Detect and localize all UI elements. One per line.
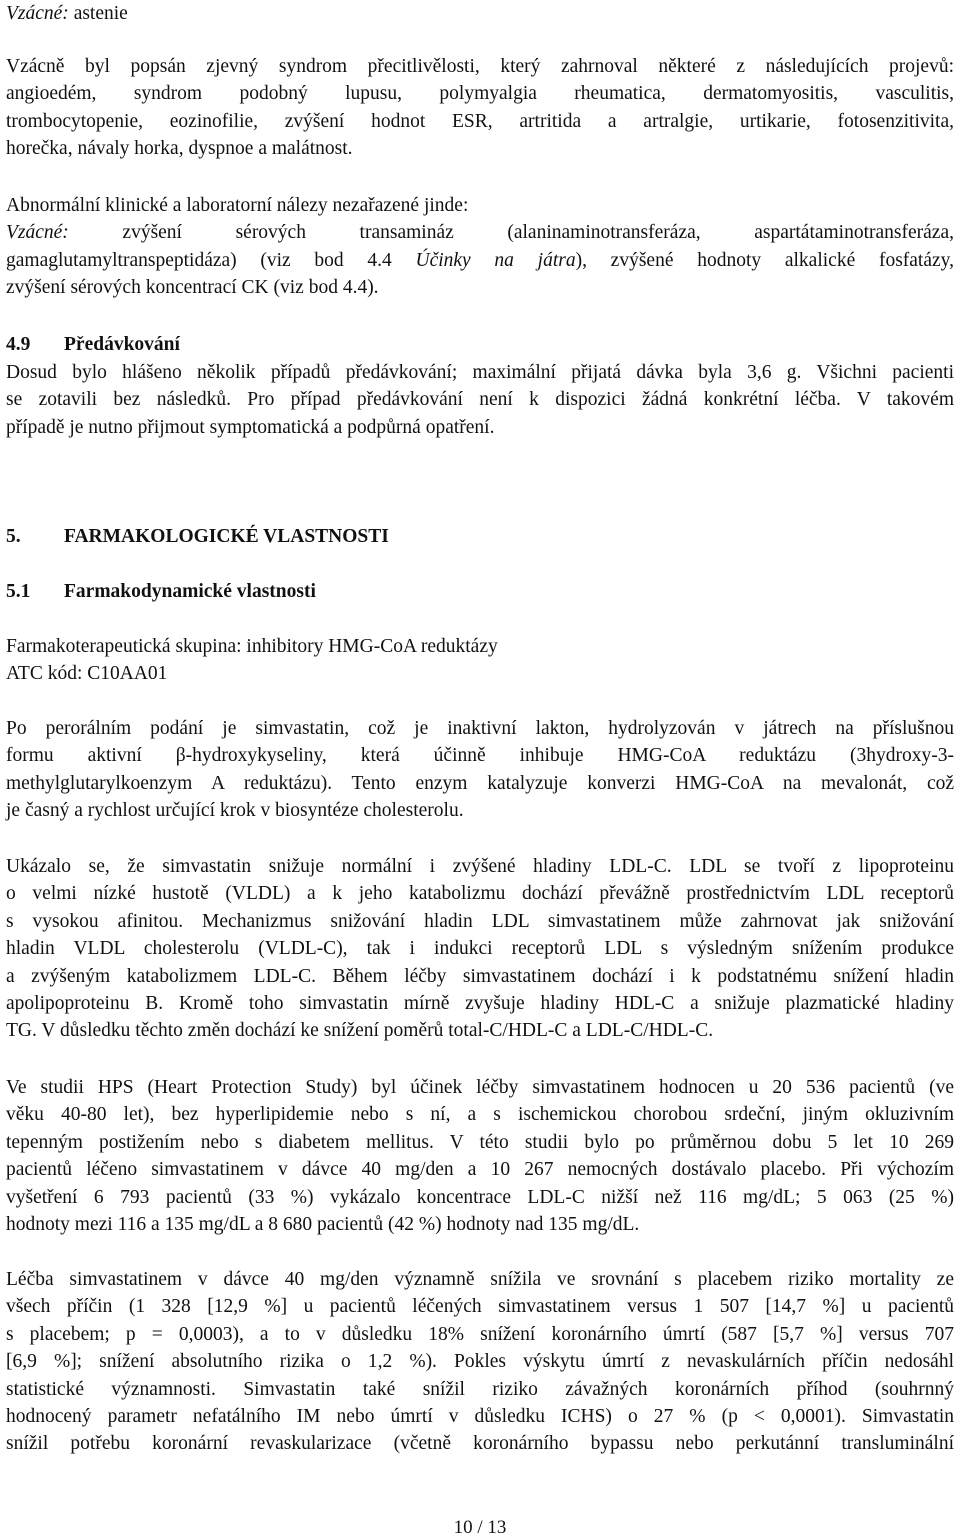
ldl-paragraph: [6, 853, 954, 1045]
overdose-paragraph: [6, 359, 954, 441]
rare-label: Vzácné:: [6, 222, 69, 244]
paragraph-line: statistické významnosti. Simvastatin také snížil riziko závažných koronárních příhod (souhrnný: [6, 1378, 954, 1400]
section-number: 4.9: [6, 334, 31, 355]
section-4-9-heading: [6, 331, 954, 358]
section-number: 5.1: [6, 581, 31, 602]
paragraph-line: všech příčin (1 328 [12,9 %] u pacientů léčených simvastatinem versus 1 507 [14,7 %] u pacientů: [6, 1296, 954, 1318]
paragraph-line: s placebem; p = 0,0003), a to v důsledku 18% snížení koronárního úmrtí (587 [5,7 %] versus 707: [6, 1323, 954, 1345]
pharmacotherapeutic-group: Farmakoterapeutická skupina: inhibitory HMG-CoA reduktázy: [6, 636, 498, 657]
paragraph-line: TG. V důsledku těchto změn dochází ke snížení poměrů total-C/HDL-C a LDL-C/HDL-C.: [6, 1020, 714, 1042]
section-title: Předávkování: [64, 334, 180, 355]
paragraph-line: je časný a rychlost určující krok v biosyntéze cholesterolu.: [6, 800, 464, 822]
paragraph-line: hladin VLDL cholesterolu (VLDL-C), tak i indukci receptorů LDL s výsledným snížením produkce: [6, 938, 954, 960]
paragraph-line: s vysokou afinitou. Mechanizmus snižování hladin LDL simvastatinem může zahrnovat jak snižování: [6, 910, 954, 932]
paragraph-line: případě je nutno přijmout symptomatická a podpůrná opatření.: [6, 416, 495, 438]
paragraph-line: Ve studii HPS (Heart Protection Study) byl účinek léčby simvastatinem hodnocen u 20 536 pacientů (ve: [6, 1077, 954, 1098]
paragraph-line: trombocytopenie, eozinofilie, zvýšení hodnot ESR, artritida a artralgie, urtikarie, fotosenzitivita,: [6, 110, 954, 132]
rare-label: Vzácné:: [6, 3, 69, 24]
paragraph-line: methylglutarylkoenzym A reduktázu). Tento enzym katalyzuje konverzi HMG-CoA na mevalonát, což: [6, 772, 954, 794]
hypersensitivity-paragraph: [6, 53, 954, 163]
paragraph-line: věku 40-80 let), bez hyperlipidemie nebo s ní, a s ischemickou chorobou srdeční, jiným okluzivním: [6, 1104, 954, 1126]
classification-block: [6, 633, 954, 688]
atc-code: ATC kód: C10AA01: [6, 663, 168, 685]
paragraph-line: Vzácně byl popsán zjevný syndrom přecitlivělosti, který zahrnoval některé z následujících projevů:: [6, 56, 954, 77]
mortality-paragraph: [6, 1266, 954, 1458]
paragraph-line: [6,9 %]; snížení absolutního rizika o 1,2 %). Pokles výskytu úmrtí z nevaskulárních příčin nedosáhl: [6, 1351, 954, 1373]
section-number: 5.: [6, 526, 21, 547]
line-text: ), zvýšené hodnoty alkalické fosfatázy,: [575, 249, 955, 271]
asthenia-text: astenie: [68, 3, 128, 24]
paragraph-line: formu aktivní β-hydroxykyseliny, která účinně inhibuje HMG-CoA reduktázu (3hydroxy-3-: [6, 745, 954, 767]
paragraph-line: tepenným postižením nebo s diabetem mellitus. V této studii bylo po průměrnou dobu 5 let 10 269: [6, 1131, 954, 1153]
paragraph-line: vyšetření 6 793 pacientů (33 %) vykázalo koncentrace LDL-C nižší než 116 mg/dL; 5 063 (25 %): [6, 1186, 954, 1208]
abnormal-findings-paragraph: [6, 192, 954, 302]
section-5-heading: [6, 523, 954, 550]
paragraph-line: hodnocený parametr nefatálního IM nebo úmrtí v důsledku ICHS) o 27 % (p < 0,0001). Simvastatin: [6, 1406, 954, 1428]
paragraph-line: Dosud bylo hlášeno několik případů předávkování; maximální přijatá dávka byla 3,6 g. Všichni pacienti: [6, 362, 954, 383]
paragraph-line: pacientů léčeno simvastatinem v dávce 40 mg/den a 10 267 nemocných dostávalo placebo. Při výchozím: [6, 1159, 954, 1181]
section-5-1-heading: [6, 578, 954, 605]
abnormal-findings-heading: Abnormální klinické a laboratorní nálezy nezařazené jinde:: [6, 195, 469, 216]
paragraph-line: angioedém, syndrom podobný lupusu, polymyalgia rheumatica, dermatomyositis, vasculitis,: [6, 83, 954, 105]
paragraph-line: a zvýšeným katabolizmem LDL-C. Během léčby simvastatinem dochází i k podstatnému snížení hladin: [6, 965, 954, 987]
paragraph-line: o velmi nízké hustotě (VLDL) a k jeho katabolizmu dochází převážně prostřednictvím LDL receptorů: [6, 883, 954, 905]
paragraph-line: zvýšení sérových koncentrací CK (viz bod 4.4).: [6, 277, 379, 299]
paragraph-line: hodnoty mezi 116 a 135 mg/dL a 8 680 pacientů (42 %) hodnoty nad 135 mg/dL.: [6, 1214, 640, 1236]
paragraph-line: snížil potřebu koronární revaskularizace (včetně koronárního bypassu nebo perkutánní transluminální: [6, 1433, 954, 1455]
hps-study-paragraph: [6, 1074, 954, 1238]
paragraph-line: se zotavili bez následků. Pro případ předávkování není k dispozici žádná konkrétní léčba. V takovém: [6, 389, 954, 411]
paragraph-line: horečka, návaly horka, dyspnoe a malátnost.: [6, 138, 353, 160]
line-text: zvýšení sérových transamináz (alaninaminotransferáza, aspartátaminotransferáza,: [68, 222, 954, 244]
paragraph-line: [6, 247, 954, 274]
paragraph-line: Ukázalo se, že simvastatin snižuje normální i zvýšené hladiny LDL-C. LDL se tvoří z lipoproteinu: [6, 856, 954, 877]
mechanism-paragraph: [6, 715, 954, 825]
paragraph-line: [6, 219, 954, 246]
rare-asthenia-line: [6, 0, 954, 27]
paragraph-line: Po perorálním podání je simvastatin, což je inaktivní lakton, hydrolyzován v játrech na příslušnou: [6, 718, 954, 739]
paragraph-line: apolipoproteinu B. Kromě toho simvastatin mírně zvyšuje hladiny HDL-C a snižuje plazmatické hladiny: [6, 993, 954, 1015]
section-title: FARMAKOLOGICKÉ VLASTNOSTI: [64, 526, 389, 547]
page-number: 10 / 13: [453, 1517, 507, 1538]
paragraph-line: Léčba simvastatinem v dávce 40 mg/den významně snížila ve srovnání s placebem riziko mortality ze: [6, 1269, 954, 1290]
line-text: gamaglutamyltranspeptidáza) (viz bod 4.4: [6, 249, 416, 271]
section-title: Farmakodynamické vlastnosti: [64, 581, 316, 602]
liver-effects-reference: Účinky na játra: [415, 249, 576, 271]
